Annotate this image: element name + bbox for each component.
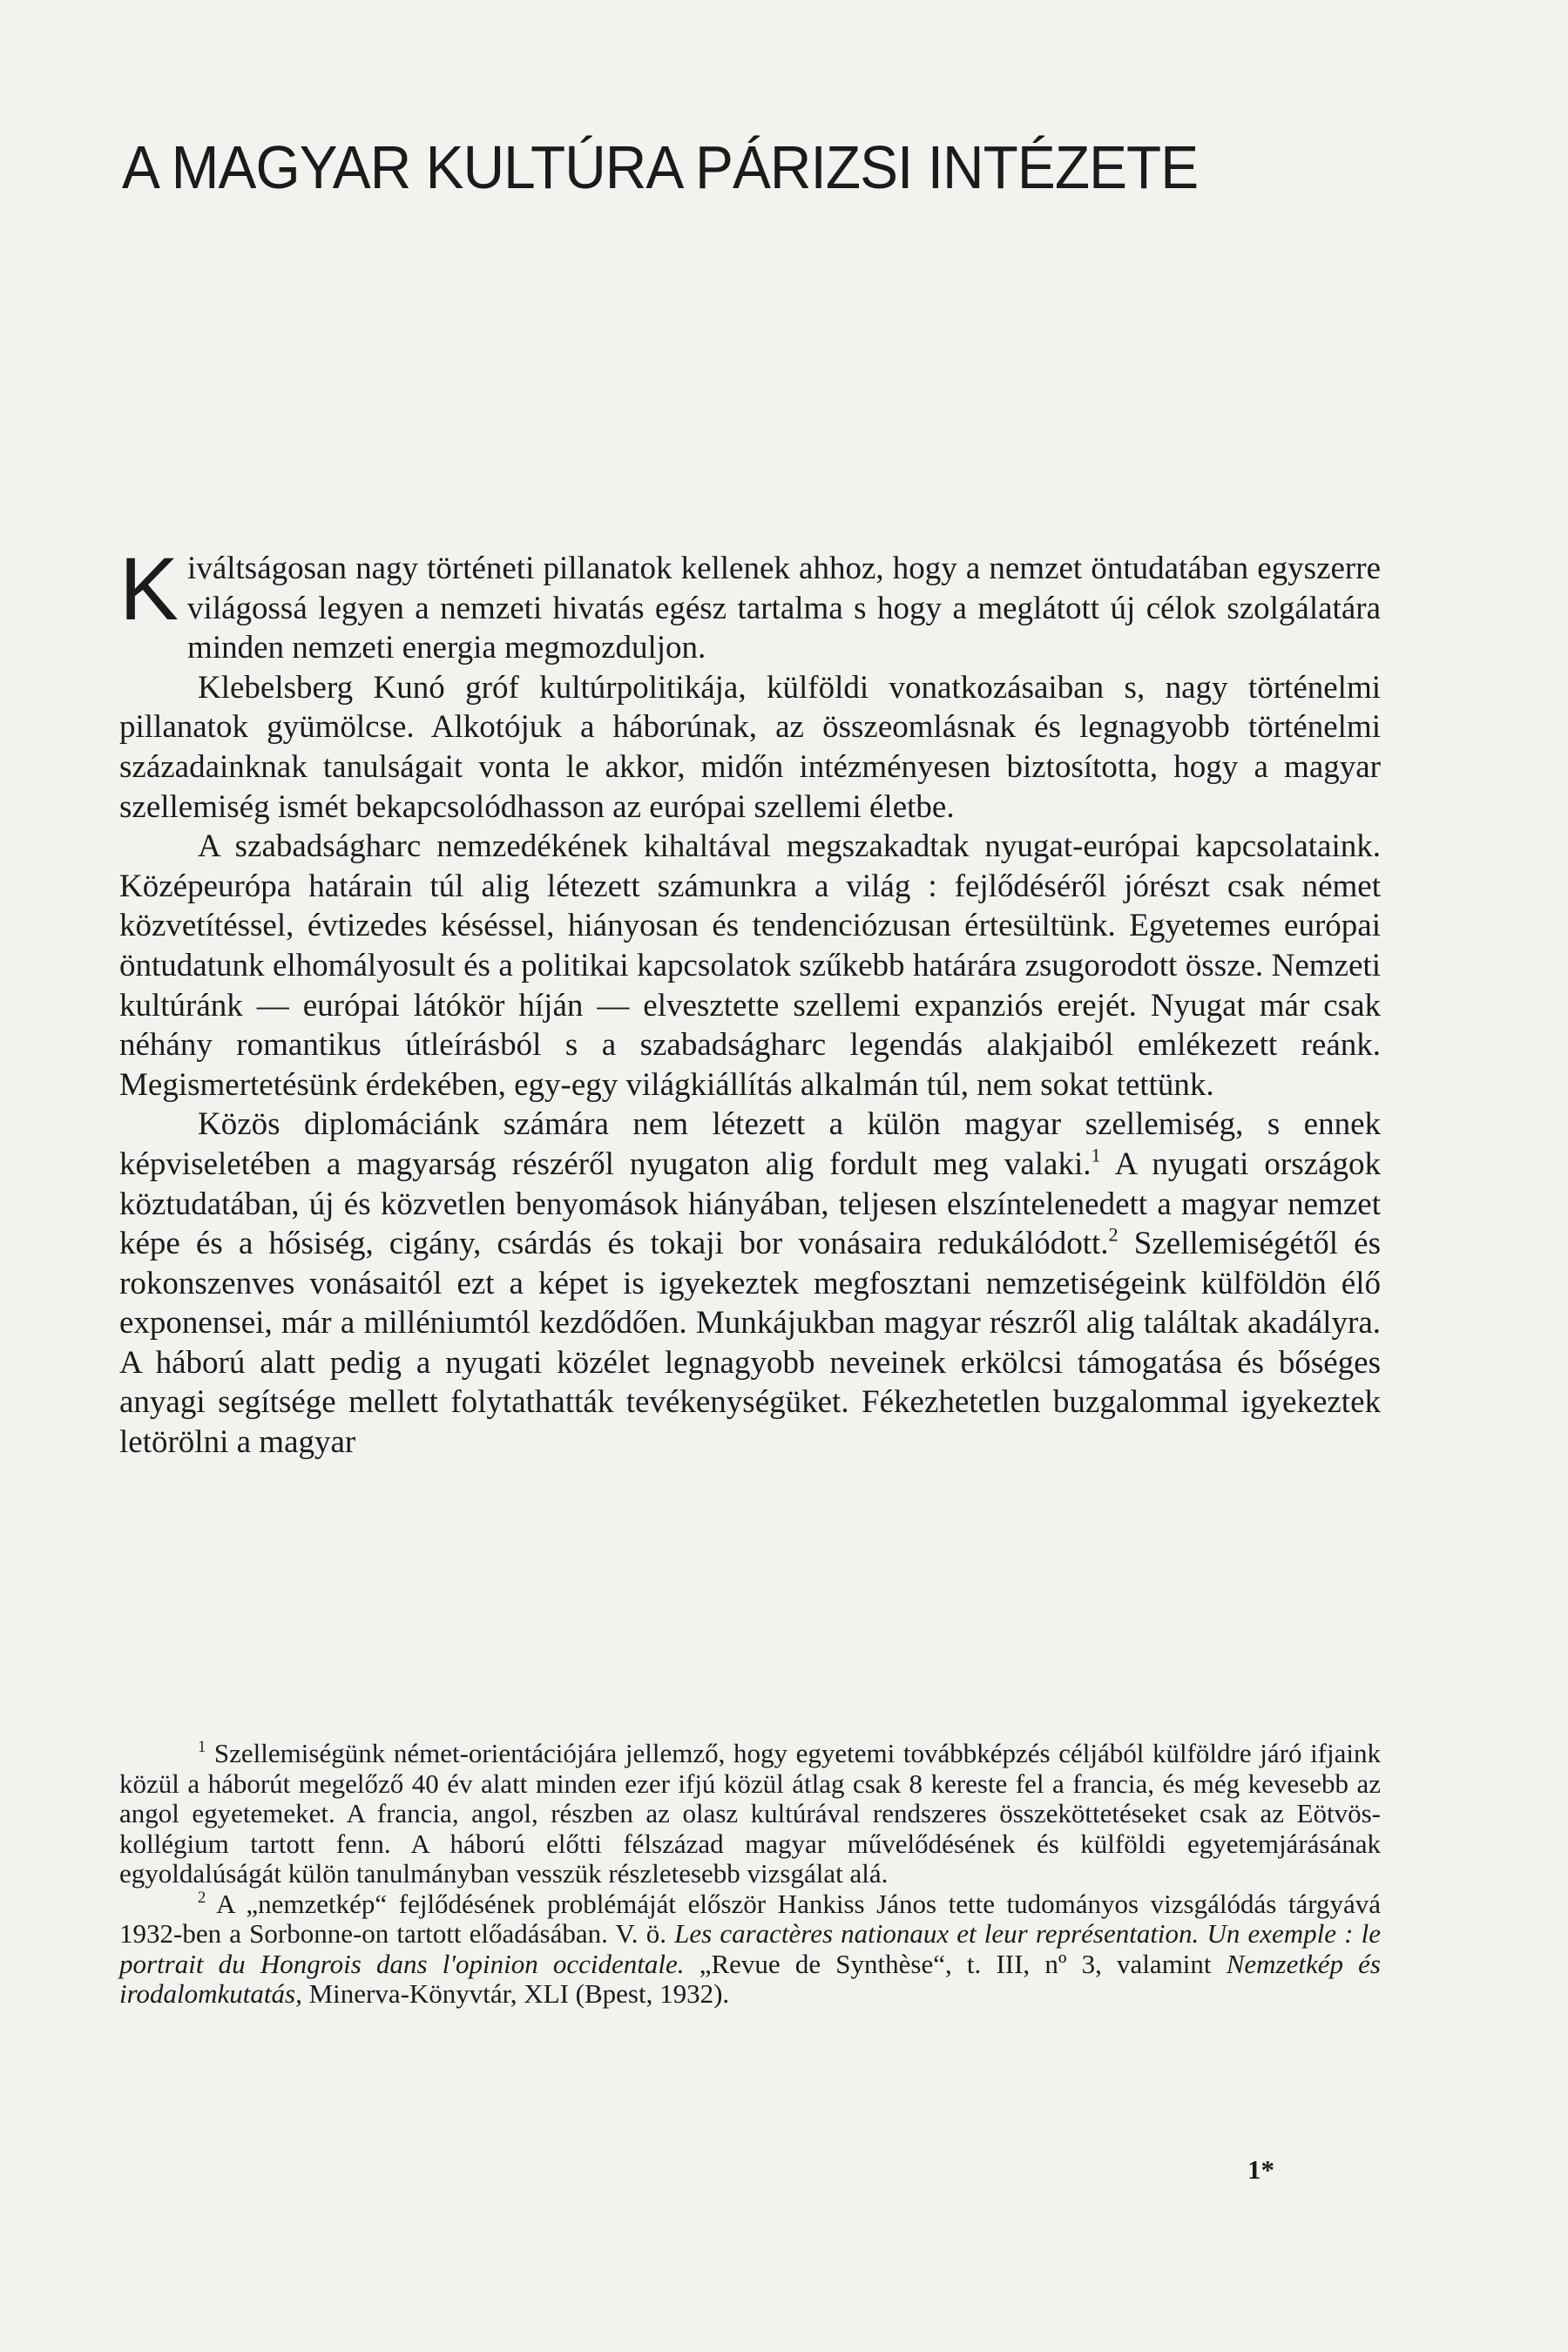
footnote-1 bbox=[119, 1739, 1381, 1889]
footnote-2-text-2: „Revue de Synthèse“, t. III, nº 3, valamint bbox=[684, 1948, 1227, 1979]
footnote-2-italic-1: Les caractères nationaux et leur représentation. Un exemple : le portrait du Hongrois dans l'opinion occidentale. bbox=[119, 1918, 1382, 1979]
drop-cap: K bbox=[119, 539, 179, 639]
footnotes bbox=[119, 1739, 1381, 2010]
footnote-2-text-1: A „nemzetkép“ fejlődésének problémáját először Hankiss János tette tudományos vizsgálódás tárgyává 1932-ben a Sorbonne-on tartott előadásában. V. ö. bbox=[119, 1888, 1381, 1949]
paragraph-4-part-3: Szellemiségétől és rokonszenves vonásaitól ezt a képet is igyekeztek megfosztani nemzetiségeink külföldön élő exponensei, már a milléniumtól kezdődően. Munkájukban magyar részről alig találtak akadályra. A háború alatt pedig a nyugati közélet legnagyobb neveinek erkölcsi támogatása és bőséges anyagi segítsége mellett folytathatták tevékenységüket. Fékezhetetlen buzgalommal igyekeztek letörölni a magyar bbox=[119, 1226, 1381, 1461]
footnote-ref-1: 1 bbox=[1091, 1144, 1101, 1166]
footnote-2-italic-2: Nemzetkép és irodalomkutatás, bbox=[119, 1948, 1382, 2009]
main-text bbox=[119, 539, 1381, 1463]
footnote-2-marker: 2 bbox=[198, 1888, 206, 1907]
footnote-ref-2: 2 bbox=[1108, 1223, 1119, 1246]
paragraph-3: A szabadságharc nemzedékének kihaltával megszakadtak nyugat-európai kapcsolataink. Középeurópa határain túl alig létezett számunkra a világ : fejlődéséről jórészt csak német közvetítéssel, évtizedes késéssel, hiányosan és tendenciózusan értesültünk. Egyetemes európai öntudatunk elhomályosult és a politikai kapcsolatok szűkebb határára zsugorodott össze. Nemzeti kultúránk — európai látókör híján — elvesztette szellemi expanziós erejét. Nyugat már csak néhány romantikus útleírásból s a szabadságharc legendás alakjaiból emlékezett reánk. Megismertetésünk érdekében, egy-egy világkiállítás alkalmán túl, nem sokat tettünk. bbox=[119, 828, 1381, 1103]
page-title: A MAGYAR KULTÚRA PÁRIZSI INTÉZETE bbox=[122, 133, 1199, 201]
paragraph-1-text: iváltságosan nagy történeti pillanatok kellenek ahhoz, hogy a nemzet öntudatában egyszerre világossá legyen a nemzeti hivatás egész tartalma s hogy a meglátott új célok szolgálatára minden nemzeti energia megmozduljon. bbox=[187, 551, 1381, 666]
footnote-1-text: Szellemiségünk német-orientációjára jellemző, hogy egyetemi továbbképzés céljából külföldre járó ifjaink közül a háborút megelőző 40 év alatt minden ezer ifjú közül átlag csak 8 kereste fel a francia, és még kevesebb az angol egyetemeket. A francia, angol, részben az olasz kultúrával rendszeres összeköttetéseket csak az Eötvös-kollégium tartott fenn. A háború előtti félszázad magyar művelődésének és külföldi egyetemjárásának egyoldalúságát külön tanulmányban vesszük részletesebb vizsgálat alá. bbox=[119, 1738, 1381, 1889]
paragraph-4 bbox=[119, 1105, 1381, 1462]
footnote-2 bbox=[119, 1889, 1381, 2010]
paragraph-4-part-2: A nyugati országok köztudatában, új és közvetlen benyomások hiányában, teljesen elszíntelenedett a magyar nemzet képe és a hősiség, cigány, csárdás és tokaji bor vonásaira redukálódott. bbox=[119, 1146, 1381, 1262]
paragraph-1 bbox=[119, 539, 1381, 668]
footnote-2-text-3: Minerva-Könyvtár, XLI (Bpest, 1932). bbox=[301, 1978, 730, 2009]
footnote-1-marker: 1 bbox=[198, 1737, 206, 1756]
paragraph-2: Klebelsberg Kunó gróf kultúrpolitikája, külföldi vonatkozásaiban s, nagy történelmi pillanatok gyümölcse. Alkotójuk a háborúnak, az összeomlásnak és legnagyobb történelmi századainknak tanulságait vonta le akkor, midőn intézményesen biztosította, hogy a magyar szellemiség ismét bekapcsolódhasson az európai szellemi életbe. bbox=[119, 669, 1381, 825]
signature-mark: 1* bbox=[1247, 2154, 1274, 2185]
paragraph-4-part-1: Közös diplomáciánk számára nem létezett a külön magyar szellemiség, s ennek képviseletében a magyarság részéről nyugaton alig fordult meg valaki. bbox=[119, 1106, 1381, 1182]
